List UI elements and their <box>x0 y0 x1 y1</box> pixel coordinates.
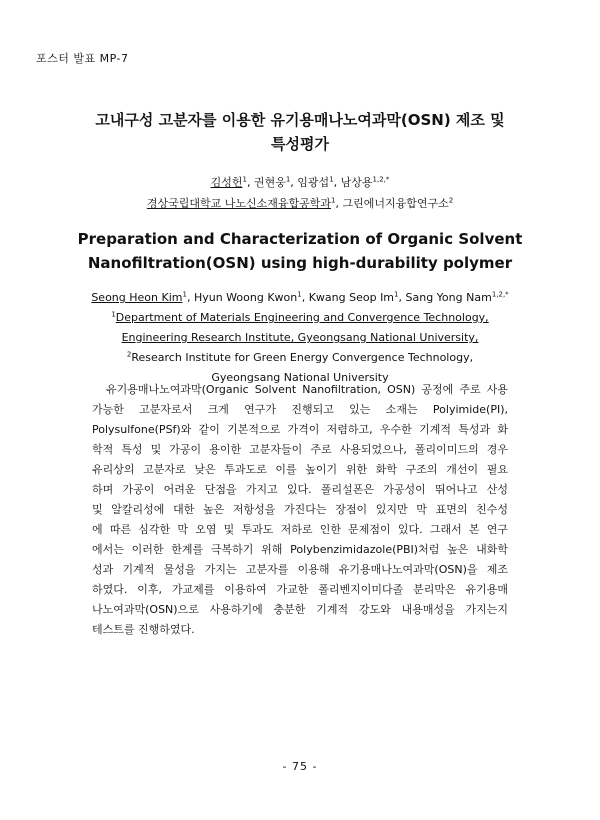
abstract-line: Polysulfone(PSf)와 같이 기본적으로 가격이 저렴하고, 우수한 기계적 특성과 화 <box>92 423 508 436</box>
affiliation-en-1-cont <box>40 328 560 348</box>
affiliation-ko-2-sup: 2 <box>448 196 454 205</box>
page-number: - 75 - <box>282 760 318 773</box>
title-korean-line2: 특성평가 <box>271 135 329 153</box>
title-korean <box>40 108 560 156</box>
author-en-3: Kwang Seop Im <box>308 291 395 304</box>
author-en-2-sup: 1 <box>297 290 302 299</box>
affiliation-en-1-sup: 1 <box>111 310 116 319</box>
author-ko-2-sup: 1 <box>285 175 291 184</box>
abstract-line: 하며 가공이 어려운 단점을 가지고 있다. 폴리설폰은 가공성이 뛰어나고 산성 <box>92 483 508 496</box>
author-en-2: Hyun Woong Kwon <box>193 291 298 304</box>
abstract-line: 테스트를 진행하였다. <box>92 623 195 636</box>
abstract-line: 학적 특성 및 가공이 용이한 고분자들이 주로 사용되었으나, 폴리이미드의 경우 <box>92 443 508 456</box>
abstract-line: 유기용매나노여과막(Organic Solvent Nanofiltration, OSN) 공정에 주로 사용 <box>106 383 508 396</box>
abstract-line: 및 알칼리성에 대한 높은 저항성을 가진다는 장점이 있지만 막 표면의 친수성 <box>92 503 508 516</box>
author-en-3-sup: 1 <box>394 290 399 299</box>
author-ko-3: 임광섭 <box>297 176 330 189</box>
affiliations-korean: 경상국립대학교 나노신소재융합공학과$^1$, 그린에너지융합연구소$^2$ <box>146 196 454 210</box>
abstract-line: 하였다. 이후, 가교제를 이용하여 가교한 폴리벤지이미다졸 분리막은 유기용매 <box>92 583 508 596</box>
affiliation-en-2-line1: Research Institute for Green Energy Convergence Technology, <box>131 351 474 364</box>
author-en-1: Seong Heon Kim <box>91 291 183 304</box>
author-en-4: Sang Yong Nam <box>405 291 492 304</box>
author-ko-3-sup: 1 <box>329 175 334 184</box>
affiliation-en-1-line2: Engineering Research Institute, Gyeongsang National University, <box>121 331 479 344</box>
affiliation-en-1 <box>40 308 560 328</box>
author-ko-4-sup: 1,2,* <box>372 175 390 184</box>
abstract-line: 에서는 이러한 한계를 극복하기 위해 Polybenzimidazole(PBI)처럼 높은 내화학 <box>92 543 508 556</box>
title-english-line1: Preparation and Characterization of Organic Solvent <box>77 230 523 248</box>
abstract-line: 나노여과막(OSN)으로 사용하기에 충분한 기계적 강도와 내용매성을 가지는지 <box>92 603 508 616</box>
abstract-line: 유리상의 고분자로 낮은 투과도로 이를 높이기 위한 화학 구조의 개선이 필요 <box>92 463 508 476</box>
authors-english-names: Seong Heon Kim$^1$, Hyun Woong Kwon$^1$, Kwang Seop Im$^1$, Sang Yong Nam$^{1,2,*}$ <box>91 290 509 304</box>
affiliation-ko-1-sup: 1 <box>330 196 336 205</box>
poster-label: 포스터 발표 MP-7 <box>36 52 129 65</box>
authors-english <box>40 288 560 388</box>
abstract-line: 가능한 고분자로서 크게 연구가 진행되고 있는 소재는 Polyimide(PI), <box>92 403 508 416</box>
abstract-body <box>92 380 508 640</box>
title-english-line2: Nanofiltration(OSN) using high-durability polymer <box>87 254 513 272</box>
abstract-line: 성과 기계적 물성을 가지는 고분자를 이용해 유기용매나노여과막(OSN)을 제조 <box>92 563 508 576</box>
author-ko-4: 남상용 <box>340 176 373 189</box>
title-korean-line1: 고내구성 고분자를 이용한 유기용매나노여과막(OSN) 제조 및 <box>95 111 505 129</box>
title-english <box>40 227 560 275</box>
authors-korean-names: 김성헌$^1$, 권현웅$^1$, 임광섭$^1$, 남상용$^{1,2,*}$ <box>210 175 390 189</box>
affiliation-en-2-sup: 2 <box>126 350 132 359</box>
abstract-line: 에 따른 심각한 막 오염 및 투과도 저하로 인한 문제점이 있다. 그래서 본 연구 <box>92 523 508 536</box>
author-en-1-sup: 1 <box>182 290 187 299</box>
authors-korean <box>40 172 560 214</box>
author-ko-1: 김성헌 <box>210 176 243 189</box>
affiliation-en-2-line2: Gyeongsang National University <box>211 371 389 384</box>
affiliation-ko-1: 경상국립대학교 나노신소재융합공학과 <box>146 197 331 210</box>
author-ko-2: 권현웅 <box>253 176 286 189</box>
author-en-4-sup: 1,2,* <box>491 290 509 299</box>
affiliation-en-1-line1: Department of Materials Engineering and Convergence Technology, <box>115 311 489 324</box>
affiliation-en-2 <box>40 348 560 368</box>
affiliation-ko-2: 그린에너지융합연구소 <box>342 197 449 210</box>
author-ko-1-sup: 1 <box>242 175 247 184</box>
